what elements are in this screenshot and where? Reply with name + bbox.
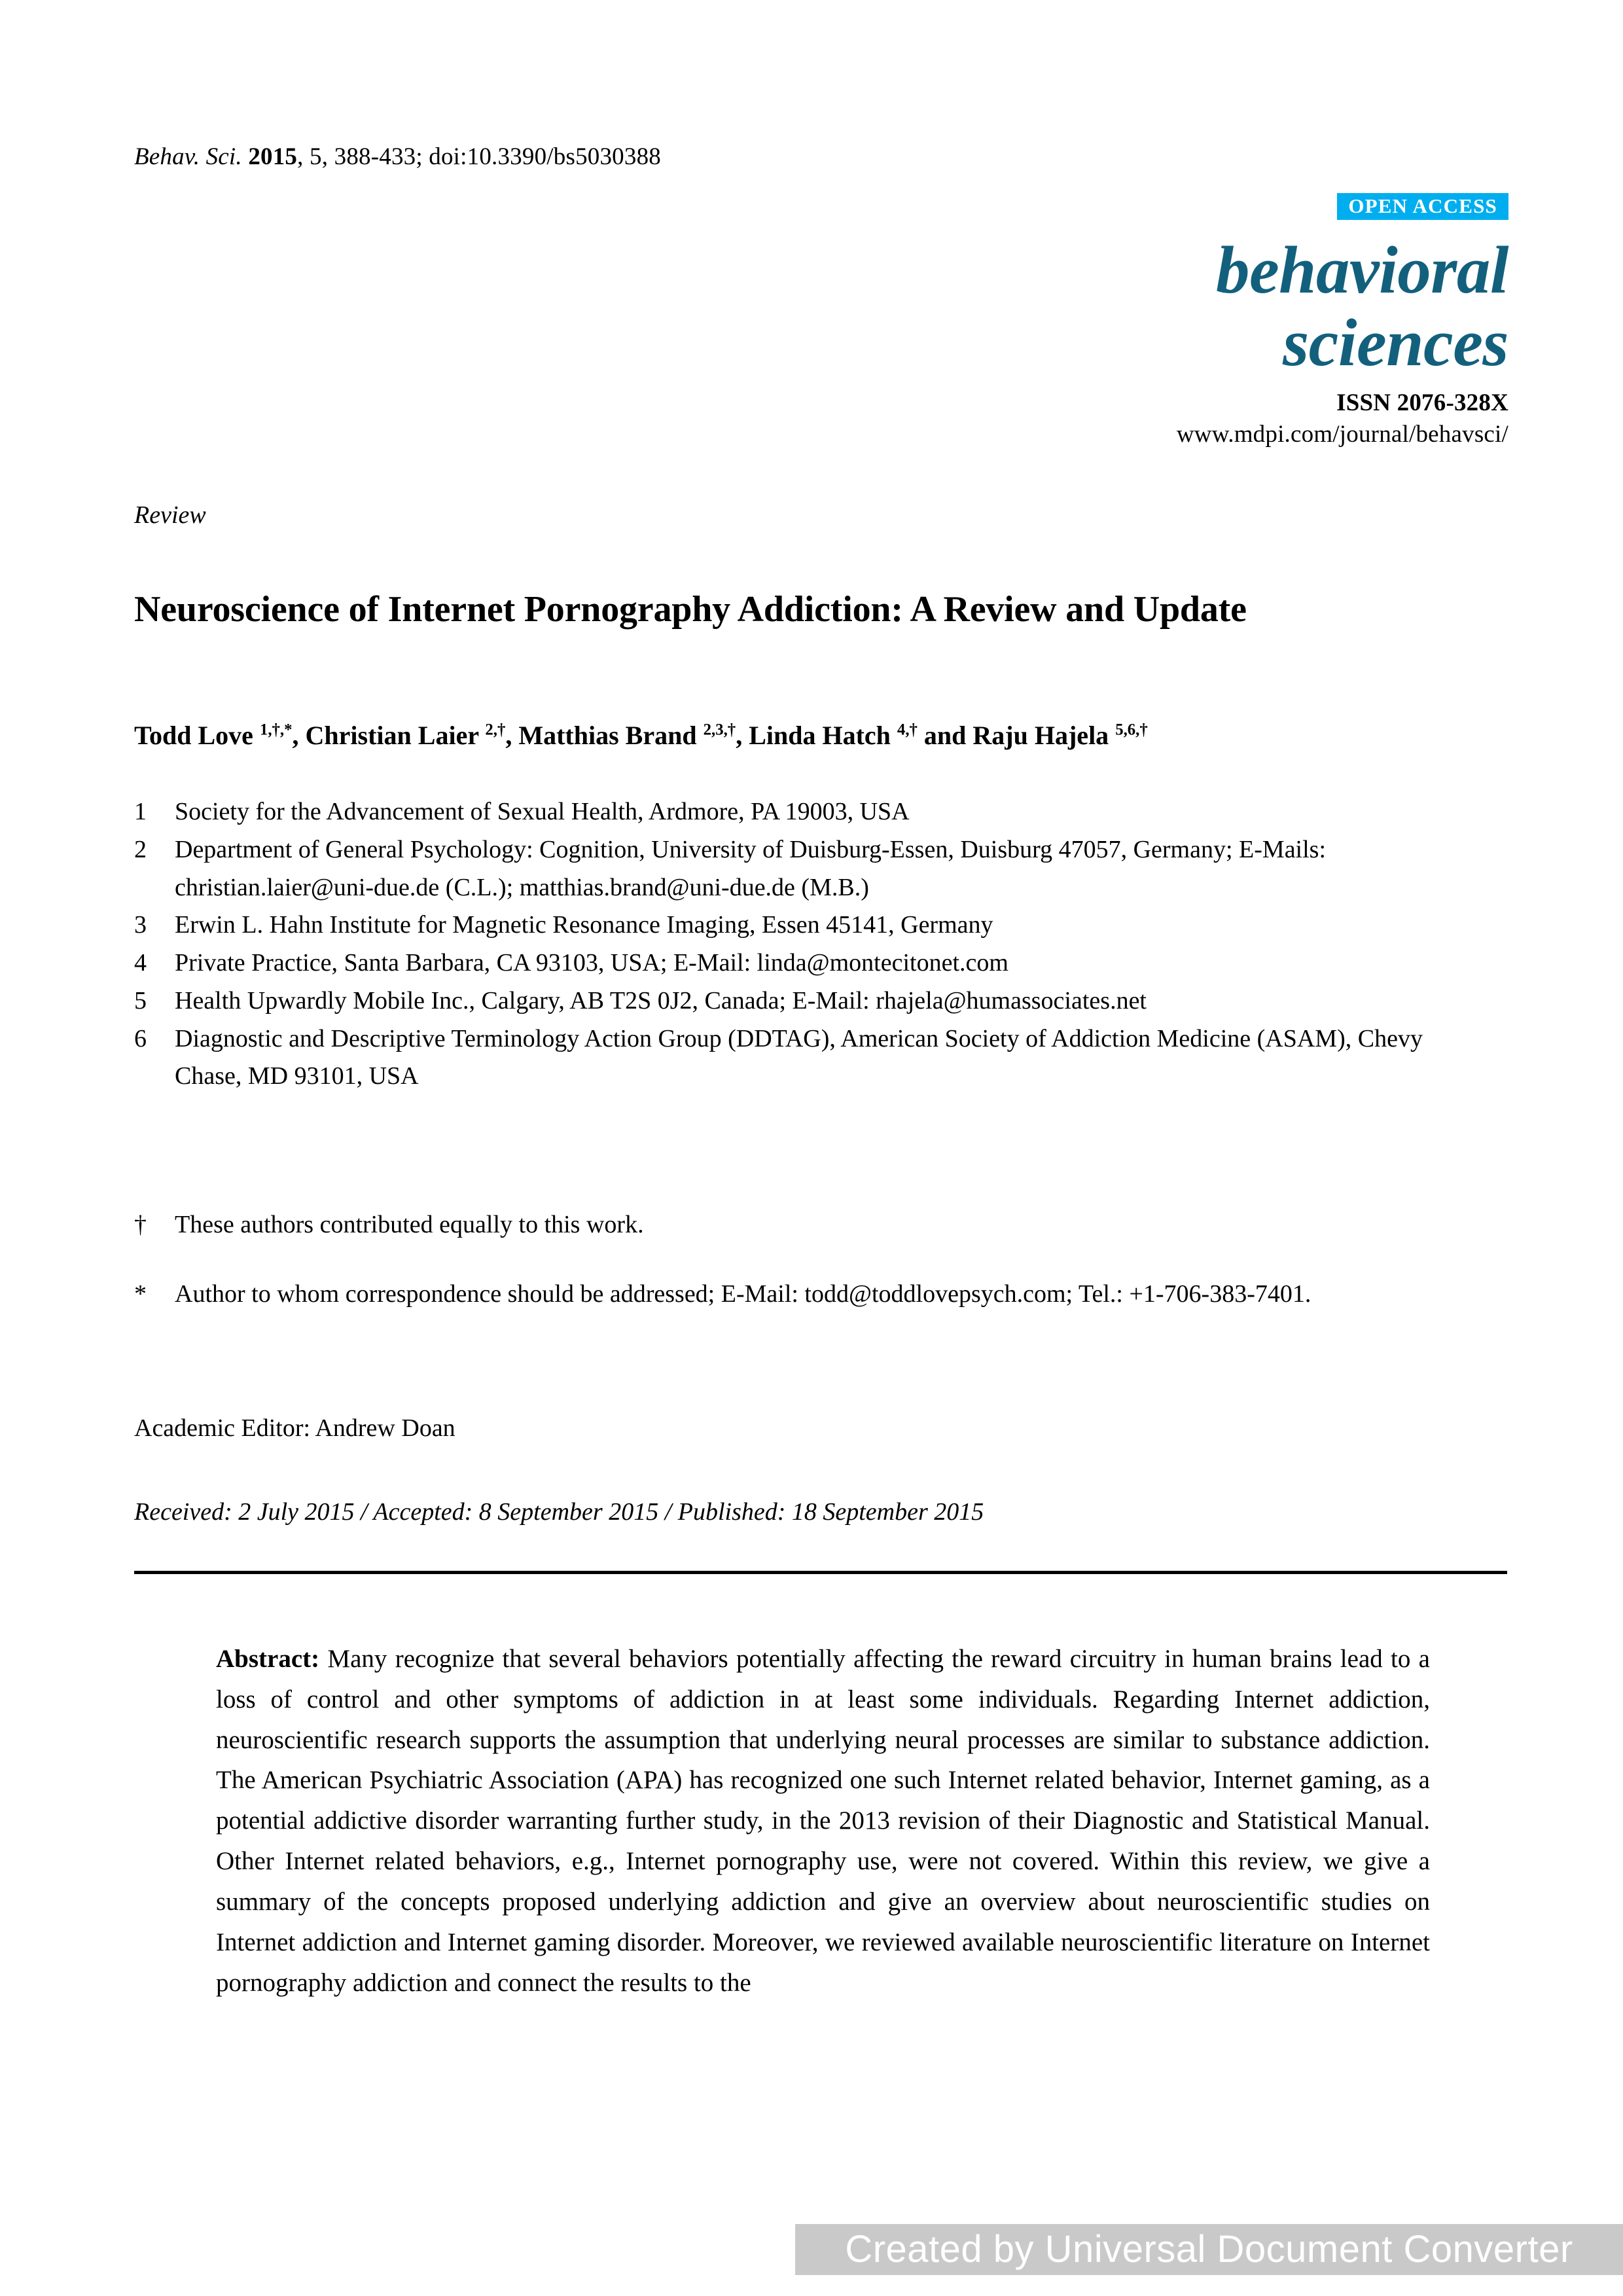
affiliation-item bbox=[134, 793, 1482, 831]
affiliation-text: Diagnostic and Descriptive Terminology Action Group (DDTAG), American Society of Addiction Medicine (ASAM), Chevy Chase, MD 93101, USA bbox=[175, 1024, 1423, 1090]
author-note-marker: † bbox=[134, 1211, 147, 1238]
affiliation-number: 4 bbox=[134, 949, 147, 977]
journal-logo-line1: behavioral bbox=[1215, 233, 1508, 308]
affiliation-text: Erwin L. Hahn Institute for Magnetic Resonance Imaging, Essen 45141, Germany bbox=[175, 911, 993, 939]
journal-logo-line2: sciences bbox=[1283, 306, 1508, 381]
abstract-paragraph bbox=[216, 1639, 1430, 2003]
abstract-label: Abstract: bbox=[216, 1645, 320, 1673]
running-head-journal: Behav. Sci. bbox=[134, 143, 242, 170]
journal-masthead bbox=[789, 193, 1508, 448]
affiliation-text: Department of General Psychology: Cognition, University of Duisburg-Essen, Duisburg 47057, Germany; E-Mails: christian.laier@uni-due.de (C.L.); matthias.brand@uni-due.de (M.B.) bbox=[175, 835, 1327, 901]
author-affiliation-marks: 5,6,† bbox=[1115, 721, 1148, 739]
affiliation-number: 5 bbox=[134, 986, 147, 1014]
page-title: Neuroscience of Internet Pornography Addiction: A Review and Update bbox=[134, 588, 1247, 630]
running-head-rest: , 5, 388-433; doi:10.3390/bs5030388 bbox=[297, 143, 661, 170]
affiliation-item bbox=[134, 944, 1482, 982]
running-head-year: 2015 bbox=[248, 143, 298, 170]
author-affiliation-marks: 4,† bbox=[897, 721, 918, 739]
affiliation-number: 6 bbox=[134, 1024, 147, 1052]
horizontal-rule bbox=[134, 1571, 1507, 1574]
author-name: Matthias Brand bbox=[518, 721, 697, 750]
author-note-text: Author to whom correspondence should be addressed; E-Mail: todd@toddlovepsych.com; Tel.: +1-706-383-7401. bbox=[175, 1280, 1311, 1308]
author-affiliation-marks: 2,† bbox=[485, 721, 506, 739]
affiliation-text: Society for the Advancement of Sexual Health, Ardmore, PA 19003, USA bbox=[175, 798, 910, 825]
journal-url[interactable]: www.mdpi.com/journal/behavsci/ bbox=[1176, 421, 1508, 448]
affiliation-text: Private Practice, Santa Barbara, CA 93103, USA; E-Mail: linda@montecitonet.com bbox=[175, 949, 1008, 977]
affiliation-number: 3 bbox=[134, 911, 147, 939]
author-note-item bbox=[134, 1276, 1482, 1314]
affiliation-item bbox=[134, 831, 1482, 907]
affiliation-list bbox=[134, 793, 1482, 1096]
journal-issn: ISSN 2076-328X bbox=[1336, 389, 1508, 417]
author-note-item bbox=[134, 1206, 1482, 1244]
article-type-label: Review bbox=[134, 501, 206, 529]
abstract-body: Many recognize that several behaviors potentially affecting the reward circuitry in human brains lead to a loss of control and other symptoms of addiction in at least some individuals. Regarding Internet addiction, neuroscientific research supports the assumption that underlying neural processes are similar to substance addiction. The American Psychiatric Association (APA) has recognized one such Internet related behavior, Internet gaming, as a potential addictive disorder warranting further study, in the 2013 revision of their Diagnostic and Statistical Manual. Other Internet related behaviors, e.g., Internet pornography use, were not covered. Within this review, we give a summary of the concepts proposed underlying addiction and give an overview about neuroscientific studies on Internet addiction and Internet gaming disorder. Moreover, we reviewed available neuroscientific literature on Internet pornography addiction and connect the results to the bbox=[216, 1645, 1430, 1997]
author-notes bbox=[134, 1206, 1482, 1345]
academic-editor: Academic Editor: Andrew Doan bbox=[134, 1414, 455, 1442]
author-name: Raju Hajela bbox=[972, 721, 1109, 750]
affiliation-text: Health Upwardly Mobile Inc., Calgary, AB T2S 0J2, Canada; E-Mail: rhajela@humassociates.net bbox=[175, 986, 1147, 1014]
journal-logo bbox=[789, 234, 1508, 380]
affiliation-number: 2 bbox=[134, 835, 147, 863]
author-note-text: These authors contributed equally to this work. bbox=[175, 1211, 644, 1238]
author-note-marker: * bbox=[134, 1280, 147, 1308]
running-head bbox=[134, 143, 661, 171]
author-name: Todd Love bbox=[134, 721, 253, 750]
open-access-badge-wrap bbox=[789, 193, 1508, 220]
watermark-banner: Created by Universal Document Converter bbox=[795, 2224, 1623, 2275]
affiliation-item bbox=[134, 982, 1482, 1020]
open-access-badge: OPEN ACCESS bbox=[1337, 193, 1508, 220]
affiliation-number: 1 bbox=[134, 798, 147, 825]
author-affiliation-marks: 2,3,† bbox=[703, 721, 736, 739]
author-name: Linda Hatch bbox=[749, 721, 891, 750]
affiliation-item bbox=[134, 906, 1482, 944]
author-list: Todd Love $^{1,\dagger,*}$, Christian Laier $^{2,\dagger}$, Matthias Brand $^{2,3,\dagger}$, Linda Hatch $^{4,\dagger}$ and Raju Hajela $^{5,6,\dagger}$ bbox=[134, 721, 1148, 750]
affiliation-item bbox=[134, 1020, 1482, 1096]
publication-dates: Received: 2 July 2015 / Accepted: 8 September 2015 / Published: 18 September 2015 bbox=[134, 1498, 984, 1526]
author-name: Christian Laier bbox=[305, 721, 479, 750]
author-affiliation-marks: 1,†,* bbox=[259, 721, 293, 739]
